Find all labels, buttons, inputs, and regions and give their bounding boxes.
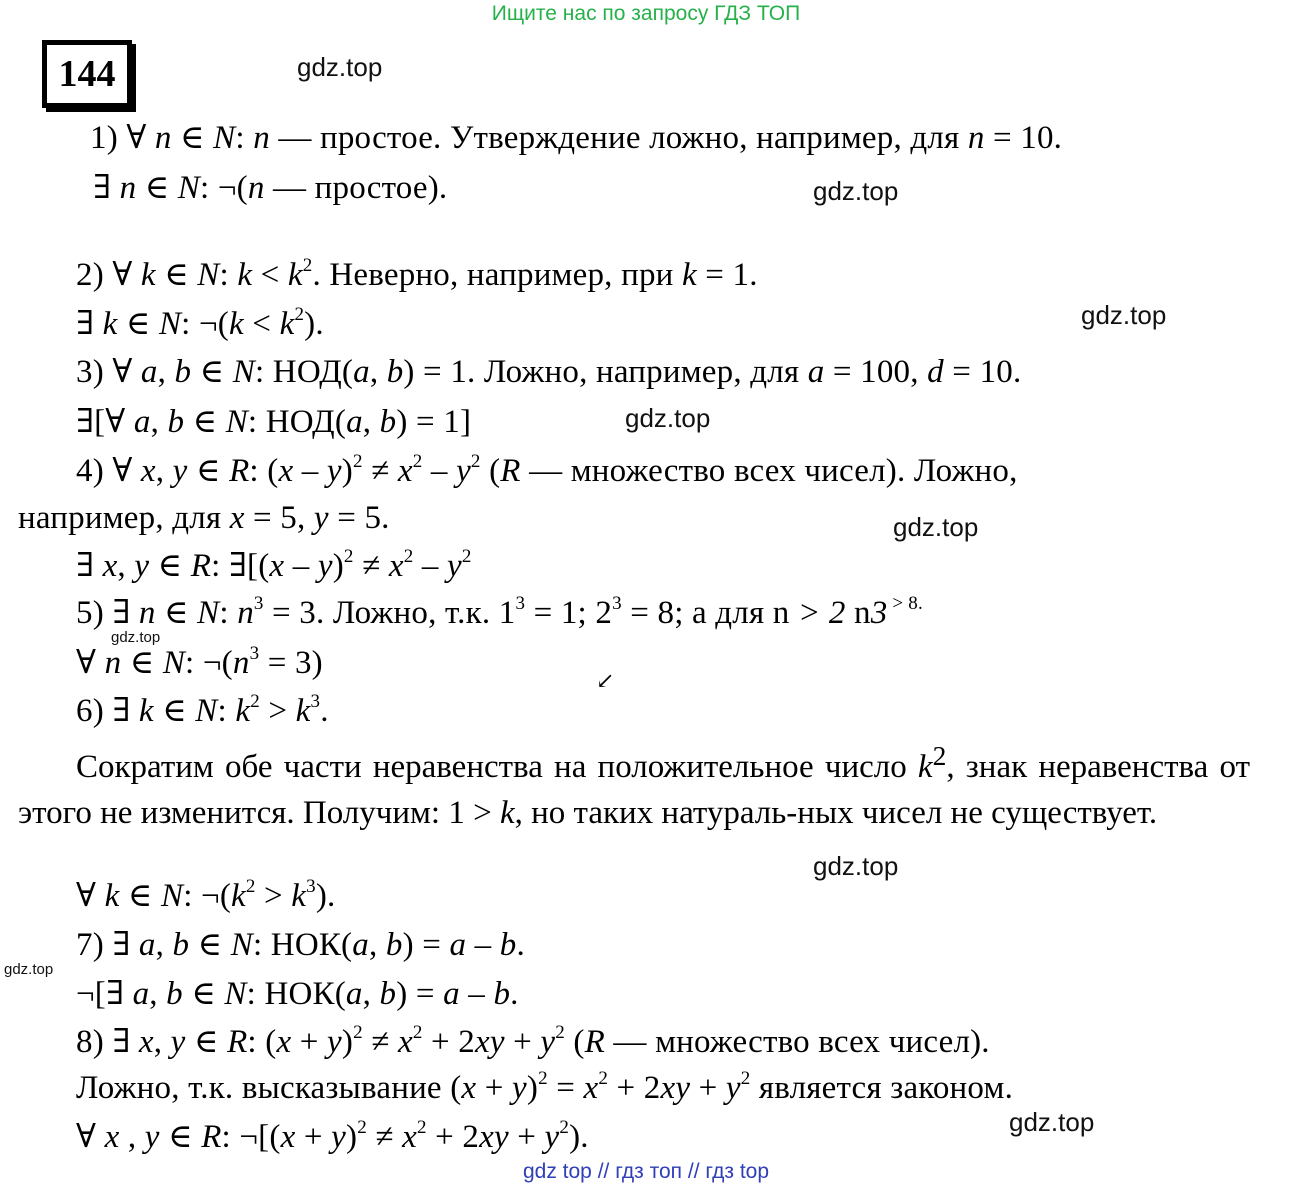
text-fragment: x <box>461 1070 477 1106</box>
text-fragment: 2 <box>352 451 363 472</box>
problem-number-box <box>42 40 132 108</box>
text-fragment: < <box>252 257 288 293</box>
text-fragment: k <box>229 306 244 342</box>
statement-5 <box>76 593 923 633</box>
text-fragment: 2 <box>245 876 256 897</box>
text-fragment: , <box>149 976 167 1012</box>
text-fragment: + <box>504 1024 541 1060</box>
text-fragment: y <box>512 1070 527 1106</box>
statement-8 <box>76 1022 990 1062</box>
text-fragment: 3 <box>306 876 316 897</box>
text-fragment: x <box>278 453 294 489</box>
text-fragment: n <box>104 645 122 681</box>
text-fragment: N <box>177 170 201 206</box>
text-fragment: является законом. <box>750 1070 1014 1106</box>
text-fragment: ∈ <box>155 595 198 631</box>
text-fragment: 2 <box>302 255 313 276</box>
text-fragment: ) <box>346 1119 358 1155</box>
watermark: gdz.top <box>297 52 383 82</box>
text-fragment: = 1; 2 <box>525 595 613 631</box>
text-fragment: > 2 <box>789 595 855 631</box>
text-fragment: , <box>368 927 386 963</box>
text-fragment: 1) ∀ <box>90 120 155 156</box>
text-fragment: ) <box>526 1070 539 1106</box>
text-fragment: b <box>499 927 517 963</box>
watermark: gdz.top <box>1081 300 1167 330</box>
text-fragment: 2 <box>357 1117 367 1138</box>
text-fragment: , <box>117 548 135 584</box>
text-fragment: ∈ <box>182 976 225 1012</box>
text-fragment: = 10. <box>943 354 1022 390</box>
text-fragment: 4) ∀ <box>76 453 141 489</box>
text-fragment: y <box>326 453 342 489</box>
text-fragment: ). <box>569 1119 589 1155</box>
text-fragment: ∈ <box>155 257 198 293</box>
text-fragment: x <box>398 1024 413 1060</box>
text-fragment: — множество всех чисел). Ложно, <box>520 453 1018 489</box>
text-fragment: k <box>237 257 253 293</box>
text-fragment: n <box>232 645 250 681</box>
text-fragment: – <box>459 976 494 1012</box>
text-fragment: . Неверно, например, при <box>312 257 682 293</box>
text-fragment: N <box>230 927 253 963</box>
text-fragment: . <box>510 976 519 1012</box>
text-fragment: 3) ∀ <box>76 354 141 390</box>
text-fragment: – <box>284 548 318 584</box>
text-fragment: , <box>362 976 380 1012</box>
text-fragment: y <box>331 1119 346 1155</box>
text-fragment: b <box>166 976 183 1012</box>
text-fragment: ∃ <box>76 306 103 342</box>
text-fragment: R <box>229 453 250 489</box>
text-fragment: 6) ∃ <box>76 693 139 729</box>
text-fragment: 2 <box>555 1022 565 1043</box>
text-fragment: y <box>172 453 188 489</box>
watermark: gdz.top <box>893 512 979 542</box>
statement-8-reason <box>76 1068 1013 1108</box>
text-fragment: n <box>138 595 156 631</box>
text-fragment: b <box>385 927 403 963</box>
text-fragment: 2 <box>598 1068 609 1089</box>
text-fragment: k <box>291 878 307 914</box>
text-fragment: k <box>499 795 515 831</box>
text-fragment: 3 <box>249 643 260 664</box>
text-fragment: x <box>104 1119 120 1155</box>
text-fragment: = 3. Ложно, т.к. 1 <box>263 595 516 631</box>
negation-2 <box>76 304 324 344</box>
text-fragment: 2 <box>343 546 354 567</box>
text-fragment: 2 <box>294 304 305 325</box>
text-fragment: , <box>157 354 175 390</box>
text-fragment: ∃ <box>93 170 120 206</box>
text-fragment: N <box>225 404 248 440</box>
text-fragment: b <box>379 976 397 1012</box>
text-fragment: ) = <box>396 976 444 1012</box>
text-fragment: x <box>583 1070 599 1106</box>
text-fragment: : НОД( <box>247 404 347 440</box>
text-fragment: < <box>243 306 280 342</box>
text-fragment: a <box>352 927 369 963</box>
text-fragment: n <box>247 170 265 206</box>
text-fragment: = 8; а для <box>621 595 773 631</box>
text-fragment: . <box>516 927 525 963</box>
text-fragment: : ¬( <box>200 170 248 206</box>
text-fragment: a <box>346 404 363 440</box>
text-fragment: a <box>353 354 370 390</box>
text-fragment: b <box>493 976 511 1012</box>
text-fragment: ( <box>480 453 501 489</box>
text-fragment: R <box>190 548 212 584</box>
text-fragment: N <box>224 976 247 1012</box>
text-fragment: k <box>681 257 697 293</box>
explanation-paragraph <box>18 733 1250 836</box>
text-fragment: > <box>259 693 296 729</box>
watermark: gdz.top <box>4 961 54 978</box>
text-fragment: n <box>967 120 985 156</box>
text-fragment: n <box>154 120 172 156</box>
text-fragment: , <box>155 453 173 489</box>
text-fragment: ∈ <box>187 453 230 489</box>
text-fragment: R <box>500 453 521 489</box>
text-fragment: x <box>402 1119 417 1155</box>
text-fragment: ∃ <box>76 548 103 584</box>
text-fragment: R <box>584 1024 605 1060</box>
text-fragment: ) <box>341 1024 354 1060</box>
text-fragment: 2 <box>559 1117 570 1138</box>
text-fragment: : <box>219 595 238 631</box>
text-fragment: ≠ <box>366 1119 403 1155</box>
text-fragment: 3 <box>612 593 622 614</box>
watermark: gdz.top <box>813 176 899 206</box>
text-fragment: ∈ <box>149 548 191 584</box>
statement-6 <box>76 691 329 731</box>
bottom-banner: gdz top // гдз топ // гдз top <box>522 1160 770 1183</box>
text-fragment: например, для <box>18 500 230 536</box>
negation-1 <box>93 168 447 208</box>
text-fragment: y <box>134 548 150 584</box>
text-fragment: — множество всех чисел). <box>604 1024 990 1060</box>
text-fragment: k <box>295 693 311 729</box>
text-fragment: y <box>725 1070 741 1106</box>
text-fragment: 3 <box>310 691 321 712</box>
text-fragment: + 2 <box>608 1070 661 1106</box>
text-fragment: N <box>197 595 220 631</box>
text-fragment: : <box>235 120 254 156</box>
text-fragment: + <box>508 1119 545 1155</box>
text-fragment: ≠ <box>362 1024 398 1060</box>
statement-3 <box>76 352 1021 392</box>
negation-5 <box>76 643 323 683</box>
text-fragment: n <box>772 595 790 631</box>
text-fragment: x <box>269 548 285 584</box>
text-fragment: : ¬[( <box>221 1119 281 1155</box>
watermark: gdz.top <box>625 403 711 433</box>
statement-1 <box>90 118 1062 158</box>
text-fragment: a <box>449 927 467 963</box>
text-fragment: k <box>138 693 154 729</box>
text-fragment: + <box>295 1119 332 1155</box>
text-fragment: k <box>102 306 118 342</box>
negation-4 <box>76 546 472 586</box>
text-fragment: b <box>379 404 397 440</box>
text-fragment: R <box>227 1024 248 1060</box>
text-fragment: 2 <box>412 451 423 472</box>
text-fragment: ) = 1. Ложно, например, для <box>403 354 808 390</box>
text-fragment: , <box>150 404 168 440</box>
text-fragment: = 1. <box>696 257 758 293</box>
text-fragment: n <box>119 170 137 206</box>
text-fragment: 2 <box>461 546 472 567</box>
text-fragment: R <box>201 1119 222 1155</box>
text-fragment: ) <box>341 453 353 489</box>
text-fragment: – <box>422 453 457 489</box>
text-fragment: b <box>174 354 192 390</box>
text-fragment: 2 <box>740 1068 751 1089</box>
text-fragment: + <box>291 1024 328 1060</box>
text-fragment: x <box>388 548 404 584</box>
text-fragment: ∈ <box>189 927 231 963</box>
text-fragment: k <box>104 878 120 914</box>
text-fragment: x <box>397 453 413 489</box>
text-fragment: ∈ <box>136 170 178 206</box>
text-fragment: – <box>466 927 500 963</box>
text-fragment: y <box>313 500 329 536</box>
text-fragment: a <box>132 976 150 1012</box>
text-fragment: k <box>917 749 933 785</box>
text-fragment: y <box>540 1024 556 1060</box>
text-fragment: 3 <box>253 593 264 614</box>
text-fragment: + 2 <box>422 1024 475 1060</box>
text-fragment: , но таких натураль-ных чисел не существует. <box>514 795 1158 831</box>
text-fragment: 2 <box>403 546 414 567</box>
text-fragment: a <box>140 354 158 390</box>
text-fragment: 2) ∀ <box>76 257 141 293</box>
text-fragment: 3 <box>515 593 526 614</box>
text-fragment: . <box>320 693 329 729</box>
text-fragment: — простое. Утверждение ложно, например, для <box>269 120 968 156</box>
text-fragment: n <box>253 120 270 156</box>
text-fragment: : <box>219 257 238 293</box>
text-fragment: N <box>160 878 184 914</box>
text-fragment: k <box>235 693 251 729</box>
text-fragment: ∈ <box>117 306 159 342</box>
text-fragment: ) <box>332 548 344 584</box>
negation-3 <box>76 402 471 442</box>
text-fragment: k <box>140 257 156 293</box>
text-fragment: 2 <box>470 451 481 472</box>
text-fragment: ¬[∃ <box>76 976 133 1012</box>
text-fragment: y <box>456 453 471 489</box>
watermark: gdz.top <box>1009 1107 1095 1137</box>
text-fragment: n <box>854 595 871 631</box>
text-fragment: x <box>280 1119 296 1155</box>
text-fragment: – <box>413 548 448 584</box>
text-fragment: xy <box>660 1070 691 1106</box>
text-fragment: 7) ∃ <box>76 927 139 963</box>
text-fragment: : ( <box>249 453 279 489</box>
text-fragment: k <box>287 257 303 293</box>
top-banner: Ищите нас по запросу ГДЗ ТОП <box>491 2 801 25</box>
text-fragment: > <box>255 878 292 914</box>
text-fragment: + 2 <box>426 1119 480 1155</box>
text-fragment: 2 <box>932 740 947 771</box>
negation-7 <box>76 974 519 1014</box>
text-fragment: b <box>167 404 185 440</box>
text-fragment: d <box>927 354 944 390</box>
text-fragment: a <box>138 927 156 963</box>
negation-6 <box>76 876 336 916</box>
text-fragment: = 10. <box>984 120 1063 156</box>
text-fragment: 3 <box>870 595 888 631</box>
statement-2 <box>76 255 758 295</box>
text-fragment: ∀ <box>76 645 105 681</box>
text-fragment: 2 <box>416 1117 427 1138</box>
text-fragment: y <box>170 1024 186 1060</box>
text-fragment: Сократим обе части неравенства на положительное число <box>76 749 918 785</box>
text-fragment: y <box>317 548 333 584</box>
text-fragment: , <box>155 927 173 963</box>
text-fragment: : ( <box>247 1024 277 1060</box>
text-fragment: : ¬( <box>183 878 232 914</box>
statement-4 <box>76 451 1018 491</box>
text-fragment: ∈ <box>191 354 233 390</box>
text-fragment: ∃[∀ <box>76 404 134 440</box>
text-fragment: 2 <box>412 1022 423 1043</box>
text-fragment: ≠ <box>353 548 389 584</box>
text-fragment: = 5, <box>244 500 314 536</box>
text-fragment: Ложно, т.к. высказывание ( <box>76 1070 462 1106</box>
text-fragment: a <box>443 976 460 1012</box>
text-fragment: N <box>197 257 220 293</box>
text-fragment: xy <box>479 1119 509 1155</box>
text-fragment: k <box>231 878 246 914</box>
text-fragment: x <box>276 1024 292 1060</box>
statement-7 <box>76 925 525 965</box>
text-fragment: a <box>807 354 825 390</box>
text-fragment: , <box>119 1119 145 1155</box>
statement-4-cont <box>18 498 390 538</box>
text-fragment: , <box>153 1024 171 1060</box>
negation-8 <box>76 1117 589 1157</box>
text-fragment: : <box>217 693 236 729</box>
text-fragment: : НОК( <box>246 976 346 1012</box>
text-fragment: ) = <box>402 927 450 963</box>
text-fragment: y <box>544 1119 560 1155</box>
text-fragment: ∈ <box>171 120 214 156</box>
text-fragment: n <box>237 595 254 631</box>
text-fragment: + <box>690 1070 726 1106</box>
text-fragment: ). <box>304 306 324 342</box>
text-fragment: , знак неравенства от этого не изменится. Получим: 1 > <box>18 749 1250 831</box>
text-fragment: = 5. <box>328 500 390 536</box>
text-fragment: a <box>345 976 363 1012</box>
text-fragment: xy <box>474 1024 505 1060</box>
text-fragment: ∈ <box>184 404 226 440</box>
text-fragment: ∈ <box>185 1024 228 1060</box>
text-fragment: : НОК( <box>252 927 353 963</box>
text-fragment: 2 <box>353 1022 363 1043</box>
text-fragment: N <box>158 306 182 342</box>
text-fragment: b <box>386 354 404 390</box>
text-fragment: b <box>172 927 190 963</box>
text-fragment: – <box>293 453 327 489</box>
text-fragment: 2 <box>250 691 260 712</box>
text-fragment: ∈ <box>153 693 196 729</box>
text-fragment: 2 <box>538 1068 548 1089</box>
text-fragment: x <box>229 500 245 536</box>
text-fragment: : ¬( <box>181 306 229 342</box>
text-fragment: = 100, <box>824 354 928 390</box>
text-fragment: ). <box>315 878 336 914</box>
text-fragment: ) = 1] <box>396 404 472 440</box>
text-fragment: k <box>279 306 295 342</box>
watermark: gdz.top <box>813 851 899 881</box>
text-fragment: y <box>447 548 462 584</box>
text-fragment: > 8. <box>887 593 923 614</box>
stray-mark: ↙ <box>596 668 615 693</box>
text-fragment: , <box>362 404 380 440</box>
text-fragment: = 3) <box>259 645 323 681</box>
text-fragment: N <box>162 645 186 681</box>
text-fragment: : ¬( <box>185 645 233 681</box>
text-fragment: ∀ <box>76 878 105 914</box>
text-fragment: x <box>140 453 156 489</box>
text-fragment: ≠ <box>362 453 398 489</box>
text-fragment: ( <box>564 1024 585 1060</box>
text-fragment: x <box>138 1024 154 1060</box>
text-fragment: : ∃[( <box>211 548 270 584</box>
text-fragment: a <box>133 404 151 440</box>
watermark: gdz.top <box>111 629 161 646</box>
text-fragment: N <box>232 354 255 390</box>
text-fragment: = <box>547 1070 584 1106</box>
text-fragment: y <box>327 1024 342 1060</box>
text-fragment: y <box>144 1119 160 1155</box>
text-fragment: : НОД( <box>254 354 354 390</box>
text-fragment: N <box>213 120 236 156</box>
text-fragment: ∈ <box>159 1119 202 1155</box>
text-fragment: 5) ∃ <box>76 595 139 631</box>
problem-number: 144 <box>58 53 116 95</box>
text-fragment: N <box>195 693 218 729</box>
text-fragment: ∈ <box>119 878 161 914</box>
text-fragment: ∈ <box>121 645 163 681</box>
text-fragment: + <box>476 1070 512 1106</box>
text-fragment: 8) ∃ <box>76 1024 139 1060</box>
text-fragment: ∀ <box>76 1119 105 1155</box>
text-fragment: x <box>102 548 118 584</box>
text-fragment: — простое). <box>264 170 448 206</box>
text-fragment: , <box>369 354 387 390</box>
